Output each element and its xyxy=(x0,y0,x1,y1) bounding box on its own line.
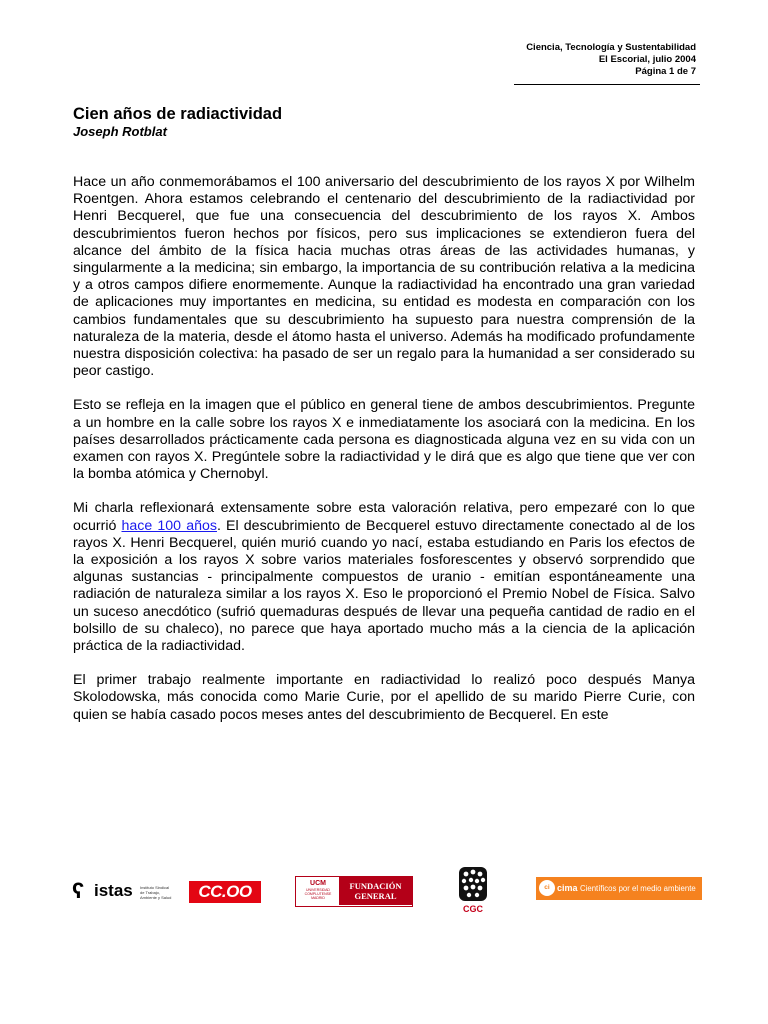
header-location-date: El Escorial, julio 2004 xyxy=(598,54,696,65)
hace-100-anos-link[interactable]: hace 100 años xyxy=(121,517,217,534)
sponsor-logos xyxy=(0,864,768,924)
header-event: Ciencia, Tecnología y Sustentabilidad xyxy=(526,42,696,53)
cima-badge-icon: ci xyxy=(539,880,555,896)
fundacion-name xyxy=(339,877,412,905)
document-body xyxy=(73,174,695,741)
cgc-label: CGC xyxy=(463,904,483,914)
cima-tagline: Científicos por el medio ambiente xyxy=(580,884,696,893)
paragraph-3 xyxy=(73,500,695,655)
cima-name: cima xyxy=(557,883,578,893)
ucm-emblem xyxy=(298,879,338,903)
ucm-initials: UCM xyxy=(310,880,326,887)
istas-logo xyxy=(72,878,172,906)
header-divider xyxy=(514,84,700,85)
document-title: Cien años de radiactividad xyxy=(73,105,283,123)
istas-subtitle: Instituto Sindical de Trabajo, Ambiente y Salud xyxy=(140,885,172,900)
paragraph-4: El primer trabajo realmente importante en radiactividad lo realizó poco después Manya Skolodowska, más conocida como Marie Curie, por el apellido de su marido Pierre Curie, con quien se había casado pocos meses antes del descubrimiento de Becquerel. En este xyxy=(73,672,695,723)
cgc-logo xyxy=(455,866,491,916)
cgc-emblem-icon xyxy=(455,866,491,904)
ccoo-logo: CC.OO xyxy=(189,881,261,903)
document-author: Joseph Rotblat xyxy=(73,124,167,139)
paragraph-2: Esto se refleja en la imagen que el público en general tiene de ambos descubrimientos. Pregunte a un hombre en la calle sobre los rayos X e inmediatamente los asociará con la medicina. En los países desarrollados prácticamente cada persona es diagnosticada alguna vez en su vida con un examen con rayos X. Pregúntele sobre la radiactividad y le dirá que es algo que tiene que ver con la bomba atómica y Chernobyl. xyxy=(73,397,695,483)
page-header xyxy=(526,42,696,78)
header-page-number: Página 1 de 7 xyxy=(635,66,696,77)
paragraph-3-text-end: . El descubrimiento de Becquerel estuvo directamente conectado al de los rayos X. Henri Becquerel, quién murió cuando yo nací, estaba estudiando en Paris los efectos de la exposición a los rayos X sobre varios materiales fosforescentes y observó sorprendido que algunas sustancias - principalmente compuestos de uranio - emitían espontáneamente una radiación de naturaleza similar a los rayos X. Eso le proporcionó el Premio Nobel de Física. Salvo un suceso anecdótico (sufrió quemaduras después de llevar una pequeña cantidad de radio en el bolsillo de su chaleco), no parece que haya aportado mucho más a la ciencia de la aplicación práctica de la radiactividad. xyxy=(73,517,695,655)
ucm-fullname: UNIVERSIDAD COMPLUTENSE MADRID xyxy=(304,888,332,900)
paragraph-1: Hace un año conmemorábamos el 100 aniversario del descubrimiento de los rayos X por Wilhelm Roentgen. Ahora estamos celebrando el centenario del descubrimiento de la radiactividad por Henri Becquerel, que fue una consecuencia del descubrimiento de los rayos X. Ambos descubrimientos fueron hechos por físicos, pero sus implicaciones se extendieron fuera del alcance del ámbito de la física hacia muchas otras áreas de las actividades humanas, y singularmente a la medicina; sin embargo, la importancia de su contribución relativa a la medicina y a otros campos difiere enormemente. Aunque la radiactividad ha encontrado una gran variedad de aplicaciones muy importantes en medicina, su entidad es modesta en comparación con los cambios fundamentales que su descubrimiento ha supuesto para nuestra comprensión de la naturaleza de la materia, desde el átomo hasta el universo. Además ha modificado profundamente nuestra disposición colectiva: ha pasado de ser un regalo para la humanidad a ser considerado su peor castigo. xyxy=(73,174,695,380)
paragraph-3-text-start: Mi charla reflexionará extensamente sobre esta valoración relativa, pero empezaré con lo que ocurrió xyxy=(73,500,695,534)
fundacion-general-ucm-logo xyxy=(295,876,413,907)
cima-logo xyxy=(536,877,702,900)
istas-name: istas xyxy=(94,881,133,900)
istas-icon: ʕ xyxy=(72,878,85,903)
fundacion-line-1: FUNDACIÓN xyxy=(349,881,402,891)
fundacion-line-2: GENERAL xyxy=(354,891,397,901)
